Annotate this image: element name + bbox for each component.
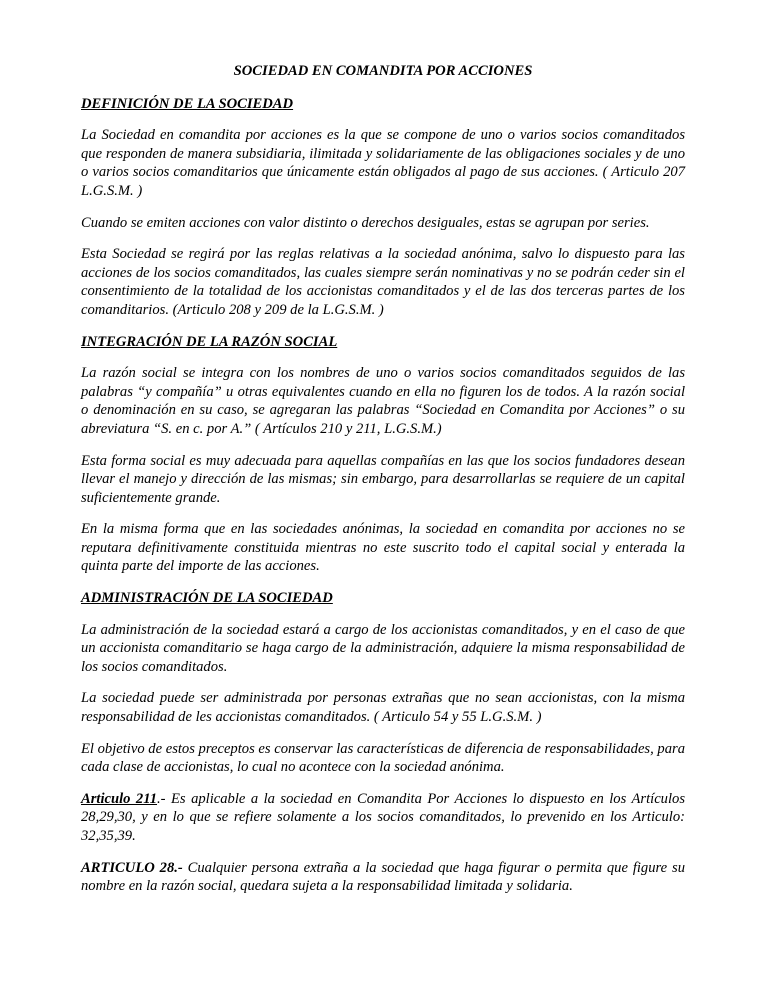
section-heading-definicion: DEFINICIÓN DE LA SOCIEDAD (81, 95, 294, 112)
paragraph: Esta Sociedad se regirá por las reglas relativas a la sociedad anónima, salvo lo dispuesto para las acciones de los socios comanditados, las cuales siempre serán nominativas y no se podrán ceder sin el consentimiento de la totalidad de los accionistas comanditados y el de las dos terceras partes de los comanditarios. (Articulo 208 y 209 de la L.G.S.M. ) (81, 246, 685, 318)
paragraph: Cuando se emiten acciones con valor distinto o derechos desiguales, estas se agrupan por series. (81, 214, 650, 231)
paragraph: Esta forma social es muy adecuada para aquellas compañías en las que los socios fundadores desean llevar el manejo y dirección de las mismas; sin embargo, para desarrollarlas se requiere de un capital suficientemente grande. (81, 452, 685, 506)
article-28-text: Cualquier persona extraña a la sociedad que haga figurar o permita que figure su nombre en la razón social, quedara sujeta a la responsabilidad limitada y solidaria. (81, 859, 685, 895)
section-heading-integracion: INTEGRACIÓN DE LA RAZÓN SOCIAL (81, 333, 338, 350)
article-211-text: .- Es aplicable a la sociedad en Comandita Por Acciones lo dispuesto en los Artículos 28,29,30, y en lo que se refiere solamente a los socios comanditados, lo prevenido en los Articulo: 32,35,39. (81, 790, 685, 844)
paragraph: La sociedad puede ser administrada por personas extrañas que no sean accionistas, con la misma responsabilidad de les accionistas comanditados. ( Articulo 54 y 55 L.G.S.M. ) (81, 690, 685, 726)
article-211-lead: Articulo 211 (81, 790, 158, 807)
paragraph: La razón social se integra con los nombres de uno o varios socios comanditados seguidos de las palabras “y compañía” u otras equivalentes cuando en ella no figuren los de todos. A la razón social o denominación en su caso, se agregaran las palabras “Sociedad en Comandita por Acciones” o su abreviatura “S. en c. por A.” ( Artículos 210 y 211, L.G.S.M.) (81, 365, 685, 437)
article-28-paragraph (81, 859, 685, 896)
paragraph: La administración de la sociedad estará a cargo de los accionistas comanditados, y en el caso de que un accionista comanditario se haga cargo de la administración, adquiere la misma responsabilidad de los socios comanditados. (81, 621, 685, 675)
section-heading-administracion: ADMINISTRACIÓN DE LA SOCIEDAD (81, 590, 333, 607)
article-211-paragraph (81, 790, 685, 846)
paragraph: En la misma forma que en las sociedades anónimas, la sociedad en comandita por acciones no se reputara definitivamente constituida mientras no este suscrito todo el capital social y enterada la quinta parte del importe de las acciones. (81, 521, 685, 575)
document-title: SOCIEDAD EN COMANDITA POR ACCIONES (233, 63, 533, 79)
document-page (81, 62, 685, 896)
paragraph: El objetivo de estos preceptos es conservar las características de diferencia de responsabilidades, para cada clase de accionistas, lo cual no acontece con la sociedad anónima. (81, 740, 685, 776)
paragraph: La Sociedad en comandita por acciones es la que se compone de uno o varios socios comanditados que responden de manera subsidiaria, ilimitada y solidariamente de las obligaciones sociales y de uno o varios socios comanditarios que únicamente están obligados al pago de sus acciones. ( Articulo 207 L.G.S.M. ) (81, 127, 685, 199)
article-28-lead: ARTICULO 28.- (81, 859, 183, 876)
